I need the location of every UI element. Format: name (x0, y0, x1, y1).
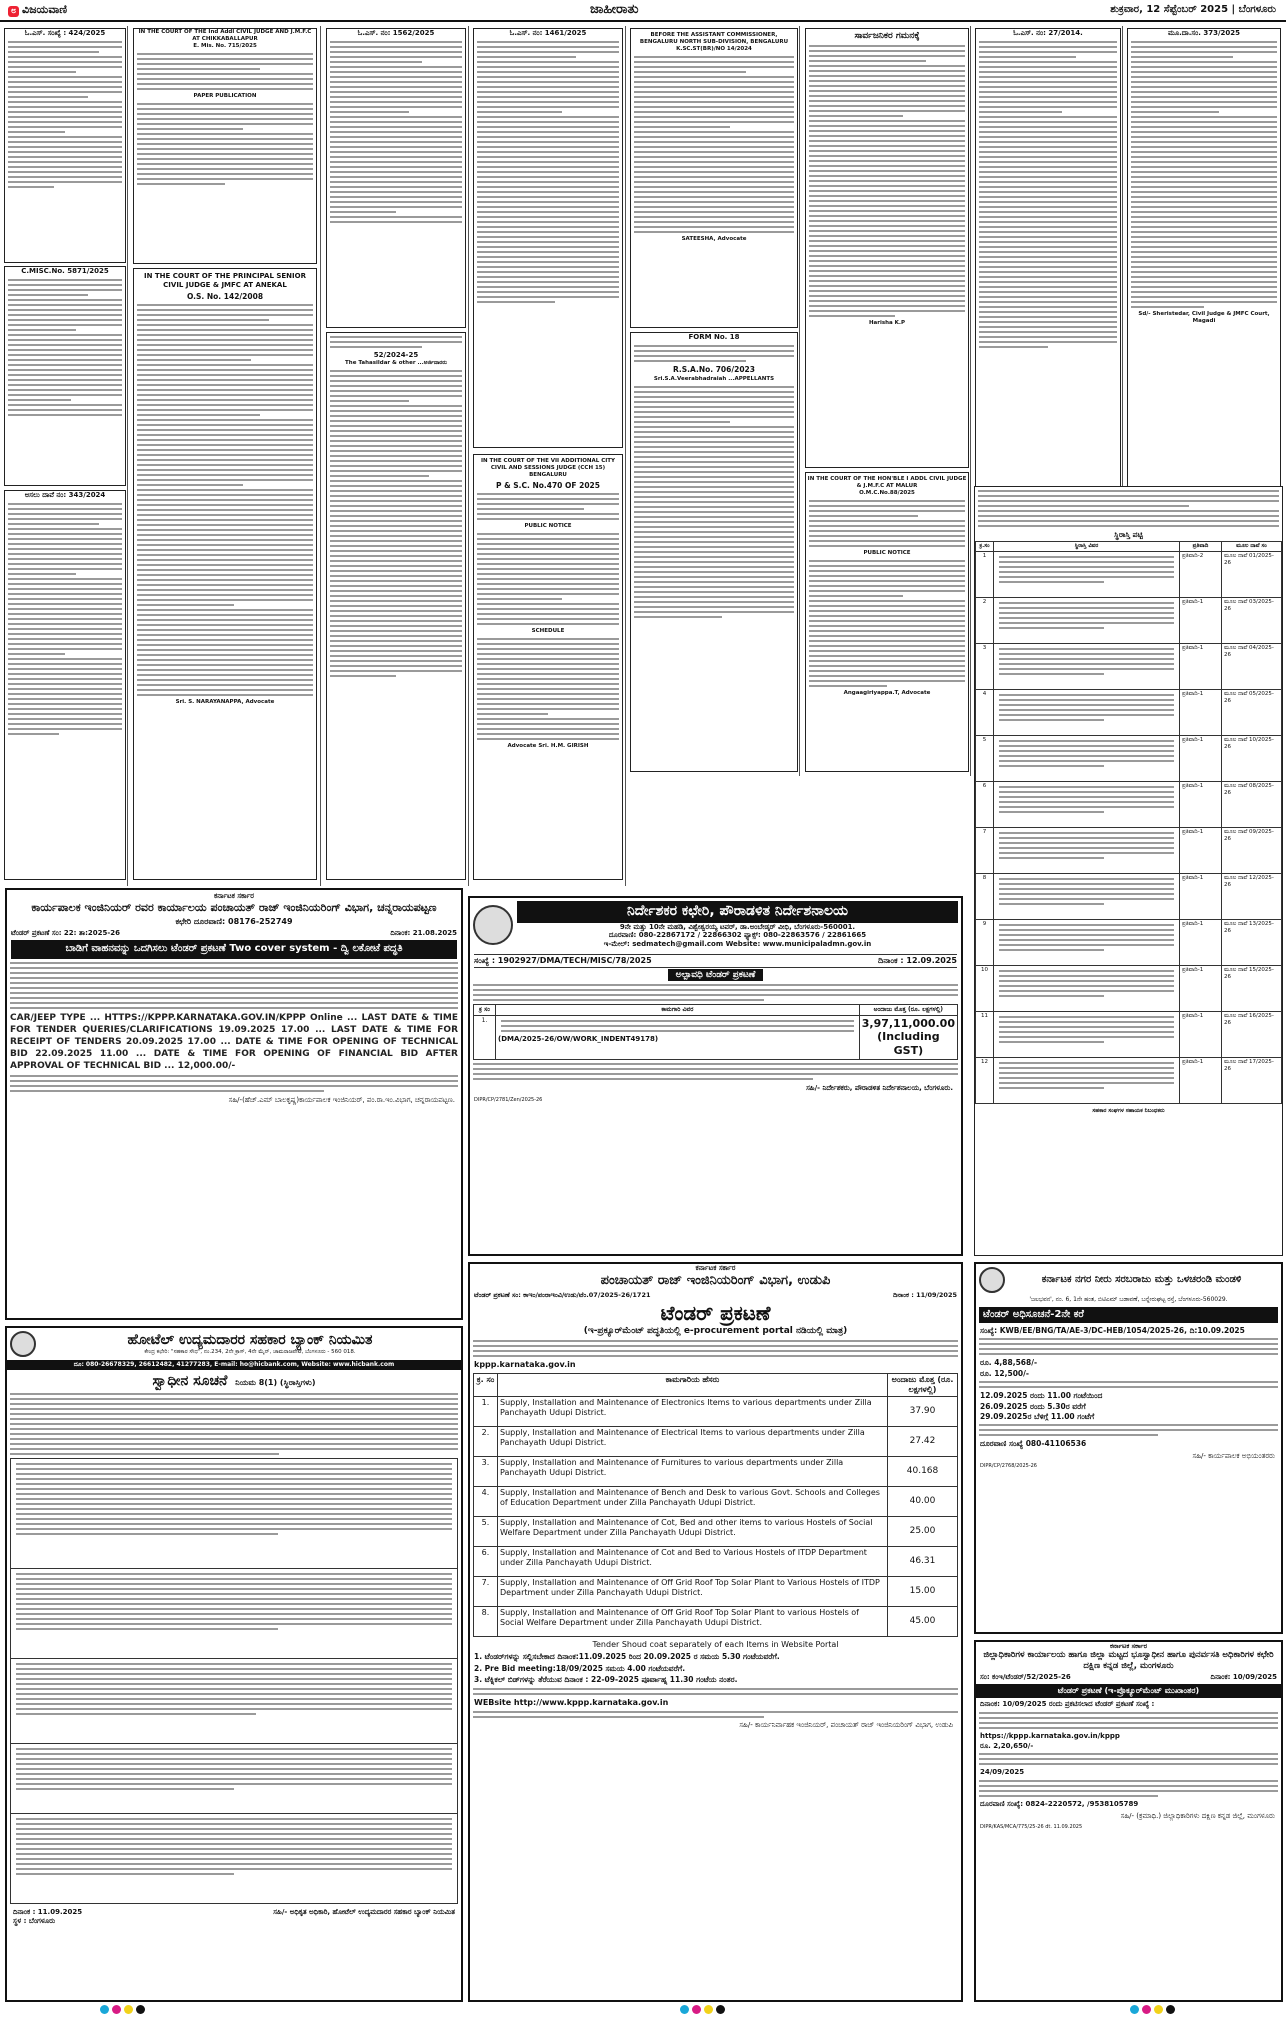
row-number: 11 (976, 1012, 994, 1058)
row-number: 4 (976, 690, 994, 736)
udupi-work-table (473, 1373, 958, 1637)
udupi-ref: ಟೆಂಡರ್ ಪ್ರಕಟಣೆ ಸಂ: ಕಾಇಂ/ಪಂರಾಇಂವಿ/ಉಡು/ಟೆಂ.07/2025-26/1721 (474, 1291, 651, 1299)
col-header: ಅಂದಾಜು ಮೊತ್ತ (ರೂ. ಲಕ್ಷಗಳಲ್ಲಿ) (859, 1005, 957, 1016)
court-notice: ಓ.ಎಸ್. ನಂ: 1461/2025 (473, 28, 623, 448)
bank-possession-notice (5, 1326, 463, 2002)
row-case: ಮೂಲ ದಾವೆ 16/2025-26 (1222, 1012, 1282, 1058)
table-row (976, 828, 1282, 874)
table-row (976, 1058, 1282, 1104)
water-board-address: 'ಜಲಭವನ', ನಂ. 6, 1ನೇ ಹಂತ, ಬಿಟಿಎಮ್ ಬಡಾವಣೆ, ಬನ್ನೇರುಘಟ್ಟ ರಸ್ತೆ, ಬೆಂಗಳೂರು-560029. (1029, 1296, 1228, 1303)
mangalore-amount: ರೂ. 2,20,650/- (980, 1741, 1034, 1750)
table-row (976, 690, 1282, 736)
table-row (976, 552, 1282, 598)
table-row (474, 1397, 958, 1427)
registration-marks (1130, 2005, 1178, 2017)
bank-name: ಹೋಟೆಲ್ ಉದ್ಯಮದಾರರ ಸಹಕಾರ ಬ್ಯಾಂಕ್ ನಿಯಮಿತ (127, 1331, 373, 1348)
row-number: 6. (474, 1547, 498, 1577)
row-case: ಮೂಲ ದಾವೆ 08/2025-26 (1222, 782, 1282, 828)
court-notice: ಅಸಲು ದಾವೆ ನಂ: 343/2024 (4, 490, 126, 880)
notice-rule: ನಿಯಮ 8(1) (ಸ್ಥಿರಾಸ್ತಿಗಳು) (235, 1377, 316, 1387)
bank-contact: ದೂ: 080-26678329, 26612482, 41277283, E-mail: ho@hicbank.com, Website: www.hicbank.com (7, 1360, 461, 1370)
cyan-dot (680, 2005, 689, 2014)
table-row (474, 1487, 958, 1517)
signature: ಸಹಿ/- (ಕ್ರಮಾಧಿ.) ಜಿಲ್ಲಾಧಿಕಾರಿಗಳು ದಕ್ಷಿಣ ಕನ್ನಡ ಜಿಲ್ಲೆ, ಮಂಗಳೂರು (1120, 1811, 1275, 1820)
registration-marks (680, 2005, 728, 2017)
date-line: ಶುಕ್ರವಾರ, 12 ಸೆಪ್ಟೆಂಬರ್ 2025 | ಬೆಂಗಳೂರು (1110, 4, 1276, 15)
notice-number: ಟೆಂಡರ್ ಪ್ರಕಟಣೆ ಸಂ: 22: ತಾ:2025-26 (11, 928, 121, 937)
column-6 (803, 26, 971, 776)
cyan-dot (1130, 2005, 1139, 2014)
schedule-notice: ಸ್ಥಿರಾಸ್ತಿ ಪಟ್ಟಿ ಕ್ರ.ಸಂ ಸ್ಥಿರಾಸ್ತಿ ವಿವರ ಪ್ರತಿವಾದಿ ಮೂಲ ದಾವೆ ಸಂ 1 ಪ್ರತಿವಾದಿ-2 ಮೂಲ ದಾವೆ 01/2025-26 2 ಪ್ರತಿವಾದಿ-1 ಮೂಲ ದಾವೆ 03/2025-26 3 ಪ್ರತಿವಾದಿ-1 ಮೂಲ ದಾವೆ 04/2025-26 4 ಪ್ರತಿವಾದಿ-1 ಮೂಲ ದಾವೆ 05/2025-26 5 ಪ್ರತಿವಾದಿ-1 ಮೂಲ ದಾವೆ 10/2025-26 6 ಪ್ರತಿವಾದಿ-1 ಮೂಲ ದಾವೆ 08/2025-26 7 ಪ್ರತಿವಾದಿ-1 ಮೂಲ ದಾವೆ 09/2025-26 8 ಪ್ರತಿವಾದಿ-1 ಮೂಲ ದಾವೆ 12/2025-26 9 ಪ್ರತಿವಾದಿ-1 ಮೂಲ ದಾವೆ 13/2025-26 10 ಪ್ರತಿವಾದಿ-1 ಮೂಲ ದಾವೆ 15/2025-26 11 ಪ್ರತಿವಾದಿ-1 ಮೂಲ ದಾವೆ 16/2025-26 12 ಪ್ರತಿವಾದಿ-1 ಮೂಲ ದಾವೆ 17/2025-26 ಸಹಕಾರ ಸಂಘಗಳ ಸಹಾಯಕ ನಿಬಂಧಕರು (974, 486, 1283, 1256)
row-party: ಪ್ರತಿವಾದಿ-1 (1180, 782, 1222, 828)
dma-title: ನಿರ್ದೇಶಕರ ಕಛೇರಿ, ಪೌರಾಡಳಿತ ನಿರ್ದೇಶನಾಲಯ (517, 901, 958, 923)
column-7 (973, 26, 1123, 506)
row-number: 3 (976, 644, 994, 690)
row-amount: 46.31 (888, 1547, 958, 1577)
column-3 (324, 26, 469, 886)
row-number: 1. (474, 1397, 498, 1427)
row-amount: 40.00 (888, 1487, 958, 1517)
tender-banner: ಬಾಡಿಗೆ ವಾಹನವನ್ನು ಒದಗಿಸಲು ಟೆಂಡರ್ ಪ್ರಕಟಣೆ Two cover system - ದ್ವಿ ಲಕೋಟೆ ಪದ್ಧತಿ (11, 940, 457, 959)
table-row (976, 874, 1282, 920)
row-case: ಮೂಲ ದಾವೆ 12/2025-26 (1222, 874, 1282, 920)
row-party: ಪ್ರತಿವಾದಿ-1 (1180, 690, 1222, 736)
mangalore-date: ದಿನಾಂಕ: 10/09/2025 (1210, 1673, 1277, 1682)
signature: ಸಹಿ/- ನಿರ್ದೇಶಕರು, ಪೌರಾಡಳಿತ ನಿರ್ದೇಶನಾಲಯ, ಬೆಂಗಳೂರು. (806, 1083, 953, 1092)
dma-date: ದಿನಾಂಕ : 12.09.2025 (878, 955, 957, 965)
row-case: ಮೂಲ ದಾವೆ 10/2025-26 (1222, 736, 1282, 782)
court-notice: ಓ.ಎಸ್. ಸಂಖ್ಯೆ : 424/2025 (4, 28, 126, 263)
column-5 (628, 26, 800, 776)
col-header: ಕ್ರ ಸಂ (474, 1005, 496, 1016)
black-dot (716, 2005, 725, 2014)
dma-address: 9ನೇ ಮತ್ತು 10ನೇ ಮಹಡಿ, ವಿಶ್ವೇಶ್ವರಯ್ಯ ಟವರ್, ಡಾ.ಅಂಬೇಡ್ಕರ್ ವೀಧಿ, ಬೆಂಗಳೂರು-560001. (619, 922, 856, 931)
row-number: 1 (976, 552, 994, 598)
water-emd: ರೂ. 4,88,568/- (980, 1358, 1038, 1368)
row-work: Supply, Installation and Maintenance of Off Grid Roof Top Solar Plant to Various Hostels of ITDP Department under Zilla Panchayath Udupi District. (498, 1577, 888, 1607)
table-row (976, 966, 1282, 1012)
court-notice: IN THE COURT OF THE Ind Addl CIVIL JUDGE AND J.M.F.C AT CHIKKABALLAPUR E. Mis. No. 715/2025 PAPER PUBLICATION (133, 28, 317, 264)
notice-date: ದಿನಾಂಕ : 11.09.2025 (13, 1908, 83, 1916)
row-case: ಮೂಲ ದಾವೆ 05/2025-26 (1222, 690, 1282, 736)
magenta-dot (692, 2005, 701, 2014)
row-amount: 15.00 (888, 1577, 958, 1607)
paper-logo: ೮ ವಿಜಯವಾಣಿ (8, 3, 67, 17)
mangalore-close-date: 24/09/2025 (980, 1768, 1025, 1777)
dma-heading: ಅಲ್ಪಾವಧಿ ಟೆಂಡರ್ ಪ್ರಕಟಣೆ (668, 969, 764, 981)
column-8 (1125, 26, 1283, 506)
row-case: ಮೂಲ ದಾವೆ 03/2025-26 (1222, 598, 1282, 644)
signature: ಸಹಿ/- ಅಧಿಕೃತ ಅಧಿಕಾರಿ, ಹೋಟೆಲ್ ಉದ್ಯಮದಾರರ ಸಹಕಾರ ಬ್ಯಾಂಕ್ ನಿಯಮಿತ (273, 1908, 455, 1916)
yellow-dot (124, 2005, 133, 2014)
tender-body: CAR/JEEP TYPE ... HTTPS://KPPP.KARNATAKA.GOV.IN/KPPP Online ... LAST DATE & TIME FOR TENDER QUERIES/CLARIFICATIONS 19.09.2025 17.00 ... LAST DATE & TIME FOR RECEIPT OF TENDERS 20.09.2025 17.00 ... DATE & TIME FOR OPENING OF TECHNICAL BID 22.09.2025 11.00 ... DATE & TIME FOR OPENING OF FINANCIAL BID AFTER APPROVAL OF TECHNICAL BID ... 12,000.00/- (10, 1012, 458, 1072)
notice-place: ಸ್ಥಳ : ಬೆಂಗಳೂರು (13, 1916, 56, 1925)
tender-note: Tender Shoud coat separately of each Items in Website Portal (592, 1640, 839, 1650)
column-2 (131, 26, 321, 886)
row-number: 7. (474, 1577, 498, 1607)
signature: ಸಹಿ/- ಕಾರ್ಯನಿರ್ವಾಹಕ ಇಂಜಿನಿಯರ್, ಪಂಚಾಯತ್ ರಾಜ್ ಇಂಜಿನಿಯರಿಂಗ್ ವಿಭಾಗ, ಉಡುಪಿ (739, 1720, 953, 1729)
row-party: ಪ್ರತಿವಾದಿ-1 (1180, 966, 1222, 1012)
row-number: 10 (976, 966, 994, 1012)
row-party: ಪ್ರತಿವಾದಿ-1 (1180, 736, 1222, 782)
water-date: 29.09.2025ರ ಬೆಳಿಗ್ಗೆ 11.00 ಗಂಟೆಗೆ (980, 1411, 1095, 1421)
mangalore-heading: ಟೆಂಡರ್ ಪ್ರಕಟಣೆ (ಇ-ಪ್ರೊಕ್ಯೂರ್‌ಮೆಂಟ್ ಮುಖಾಂತರ) (976, 1684, 1281, 1698)
row-party: ಪ್ರತಿವಾದಿ-1 (1180, 598, 1222, 644)
col-header: ಕ್ರ. ಸಂ (474, 1374, 498, 1397)
row-number: 6 (976, 782, 994, 828)
bank-logo-icon (10, 1331, 36, 1357)
dipr-code: DIPR/KAS/MCA/775/25-26 dt. 11.09.2025 (980, 1823, 1083, 1830)
table-row (474, 1517, 958, 1547)
magenta-dot (112, 2005, 121, 2014)
row-number: 9 (976, 920, 994, 966)
col-header: ಮೂಲ ದಾವೆ ಸಂ (1222, 542, 1282, 552)
public-notice: ಸಾರ್ವಜನಿಕರ ಗಮನಕ್ಕೆ Harisha K.P (805, 28, 969, 468)
dipr-code: DIPR/CP/2768/2025-26 (980, 1463, 1037, 1470)
row-number: 12 (976, 1058, 994, 1104)
dma-phones: ದೂರವಾಣಿ: 080-22867172 / 22866302 ಫ್ಯಾಕ್ಸ್: 080-22863576 / 22861665 (608, 931, 867, 940)
column-1 (4, 26, 128, 886)
dma-work-table: ಕ್ರ ಸಂ ಕಾಮಗಾರಿ ವಿವರ ಅಂದಾಜು ಮೊತ್ತ (ರೂ. ಲಕ್ಷಗಳಲ್ಲಿ) 1. (DMA/2025-26/OW/WORK_INDENT49178) 3,97,11,000.00 (Including GST) (473, 1004, 958, 1060)
table-row (474, 1457, 958, 1487)
row-party: ಪ್ರತಿವಾದಿ-2 (1180, 552, 1222, 598)
signature: ಸಹಿ/- ಕಾರ್ಯಪಾಲಕ ಅಭಿಯಂತರರು (1192, 1451, 1275, 1460)
dma-tender-ad (468, 896, 963, 1256)
col-header: ಕ್ರ.ಸಂ (976, 542, 994, 552)
row-case: ಮೂಲ ದಾವೆ 15/2025-26 (1222, 966, 1282, 1012)
table-row (976, 1012, 1282, 1058)
yellow-dot (704, 2005, 713, 2014)
row-party: ಪ್ರತಿವಾದಿ-1 (1180, 1012, 1222, 1058)
section-title: ಜಾಹೀರಾತು (590, 2, 639, 17)
row-number: 2 (976, 598, 994, 644)
table-row (474, 1427, 958, 1457)
row-number: 8. (474, 1607, 498, 1637)
water-fee: ರೂ. 12,500/- (980, 1368, 1030, 1378)
col-header: ಕಾಮಗಾರಿ ವಿವರ (496, 1005, 860, 1016)
court-notice: C.MISC.No. 5871/2025 (4, 266, 126, 486)
dma-email: ಇ-ಮೇಲ್: sedmatech@gmail.com Website: www.municipaladmn.gov.in (603, 940, 872, 948)
row-case: ಮೂಲ ದಾವೆ 13/2025-26 (1222, 920, 1282, 966)
row-work: Supply, Installation and Maintenance of Bench and Desk to various Govt. Schools and Colleges of Education Department under Zilla Panchayath Udupi District. (498, 1487, 888, 1517)
row-party: ಪ್ರತಿವಾದಿ-1 (1180, 1058, 1222, 1104)
col-header: ಸ್ಥಿರಾಸ್ತಿ ವಿವರ (994, 542, 1180, 552)
notice-title: ಸ್ವಾಧೀನ ಸೂಚನೆ (152, 1372, 228, 1389)
row-number: 7 (976, 828, 994, 874)
row-work: Supply, Installation and Maintenance of Furnitures to various departments under Zilla Panchayath Udupi District. (498, 1457, 888, 1487)
table-row (474, 1577, 958, 1607)
row-case: ಮೂಲ ದಾವೆ 04/2025-26 (1222, 644, 1282, 690)
black-dot (136, 2005, 145, 2014)
bank-address: ಕೇಂದ್ರ ಕಛೇರಿ: "ಸಹಕಾರ ಸೌಧ", ನಂ.234, 2ನೇ ಕ್ರಾಸ್, 4ನೇ ಮೈನ್, ಚಾಮರಾಜಪೇಟೆ, ಬೆಂಗಳೂರು - 560 018. (144, 1349, 356, 1356)
table-row (976, 644, 1282, 690)
row-party: ಪ್ರತಿವಾದಿ-1 (1180, 828, 1222, 874)
water-ref: ಸಂಖ್ಯೆ: KWB/EE/BNG/TA/AE-3/DC-HEB/1054/2025-26, ದಿ:10.09.2025 (980, 1326, 1245, 1335)
mangalore-tender-ad: ಕರ್ನಾಟಕ ಸರ್ಕಾರ ಜಿಲ್ಲಾಧಿಕಾರಿಗಳ ಕಾರ್ಯಾಲಯ ಹಾಗೂ ಜಿಲ್ಲಾ ಮಟ್ಟದ ಭೂಸ್ವಾಧೀನ ಹಾಗೂ ಪುನರ್ವಸತಿ ಅಧಿಕಾರಿಗಳ ಕಛೇರಿ ದಕ್ಷಿಣ ಕನ್ನಡ ಜಿಲ್ಲೆ, ಮಂಗಳೂರು ಸಂ: ಕಂಇ/ಟೆಂಡರ್/52/2025-26 ದಿನಾಂಕ: 10/09/2025 ಟೆಂಡರ್ ಪ್ರಕಟಣೆ (ಇ-ಪ್ರೊಕ್ಯೂರ್‌ಮೆಂಟ್ ಮುಖಾಂತರ) ದಿನಾಂಕ: 10/09/2025 ರಂದು ಪ್ರಕಟಿಸಲಾದ ಟೆಂಡರ್ ಪ್ರಕಟಣೆ ಸಂಖ್ಯೆ : https://kppp.karnataka.gov.in/kppp ರೂ. 2,20,650/- 24/09/2025 ದೂರವಾಣಿ ಸಂಖ್ಯೆ: 0824-2220572, /9538105789 ಸಹಿ/- (ಕ್ರಮಾಧಿ.) ಜಿಲ್ಲಾಧಿಕಾರಿಗಳು ದಕ್ಷಿಣ ಕನ್ನಡ ಜಿಲ್ಲೆ, ಮಂಗಳೂರು DIPR/KAS/MCA/775/25-26 dt. 11.09.2025 (974, 1640, 1283, 2002)
work-code: (DMA/2025-26/OW/WORK_INDENT49178) (498, 1034, 659, 1043)
karnataka-emblem-icon (473, 905, 513, 945)
mangalore-phone: ದೂರವಾಣಿ ಸಂಖ್ಯೆ: 0824-2220572, /9538105789 (980, 1800, 1139, 1809)
udupi-subheading: (ಇ-ಪ್ರಕ್ಯೂರ್‌ಮೆಂಟ್ ಪದ್ಧತಿಯಲ್ಲಿ e-procurement portal ನಡಿಯಲ್ಲಿ ಮಾತ್ರ) (583, 1326, 848, 1337)
table-row (976, 920, 1282, 966)
row-number: 8 (976, 874, 994, 920)
magenta-dot (1142, 2005, 1151, 2014)
row-party: ಪ್ರತಿವಾದಿ-1 (1180, 874, 1222, 920)
row-work: Supply, Installation and Maintenance of Electronics Items to various departments under Zilla Panchayath Udupi District. (498, 1397, 888, 1427)
row-amount: 37.90 (888, 1397, 958, 1427)
schedule-table (975, 541, 1282, 1104)
water-phone: ದೂರವಾಣಿ ಸಂಖ್ಯೆ 080-41106536 (980, 1439, 1087, 1449)
mangalore-line: ದಿನಾಂಕ: 10/09/2025 ರಂದು ಪ್ರಕಟಿಸಲಾದ ಟೆಂಡರ್ ಪ್ರಕಟಣೆ ಸಂಖ್ಯೆ : (980, 1700, 1155, 1709)
row-case: ಮೂಲ ದಾವೆ 01/2025-26 (1222, 552, 1282, 598)
court-notice: ಮೂ.ದಾ.ಸಂ. 373/2025 Sd/- Sheristedar, Civil Judge & JMFC Court, Magadi (1127, 28, 1281, 500)
row-number: 4. (474, 1487, 498, 1517)
dipr-code: DIPR/CP/2781/Zen/2025-26 (474, 1096, 543, 1103)
table-row (976, 598, 1282, 644)
row-party: ಪ್ರತಿವಾದಿ-1 (1180, 644, 1222, 690)
cyan-dot (100, 2005, 109, 2014)
row-case: ಮೂಲ ದಾವೆ 17/2025-26 (1222, 1058, 1282, 1104)
court-notice: ಓ.ಎಸ್. ನಂ: 27/2014. (975, 28, 1121, 500)
table-row (474, 1547, 958, 1577)
table-row (474, 1607, 958, 1637)
dma-ref: ಸಂಖ್ಯೆ : 1902927/DMA/TECH/MISC/78/2025 (474, 955, 652, 965)
col-header: ಅಂದಾಜು ಮೊತ್ತ (ರೂ. ಲಕ್ಷಗಳಲ್ಲಿ) (888, 1374, 958, 1397)
row-party: ಪ್ರತಿವಾದಿ-1 (1180, 920, 1222, 966)
row-amount: 25.00 (888, 1517, 958, 1547)
row-case: ಮೂಲ ದಾವೆ 09/2025-26 (1222, 828, 1282, 874)
column-4 (471, 26, 626, 886)
registration-marks (100, 2005, 148, 2017)
black-dot (1166, 2005, 1175, 2014)
work-amount: 3,97,11,000.00 (Including GST) (859, 1015, 957, 1059)
mangalore-ref: ಸಂ: ಕಂಇ/ಟೆಂಡರ್/52/2025-26 (980, 1673, 1071, 1682)
col-header: ಪ್ರತಿವಾದಿ (1180, 542, 1222, 552)
water-date: 12.09.2025 ರಂದು 11.00 ಗಂಟೆಯಿಂದ (980, 1391, 1103, 1401)
pwd-tender-ad: ಕರ್ನಾಟಕ ಸರ್ಕಾರ ಕಾರ್ಯಪಾಲಕ ಇಂಜಿನಿಯರ್ ರವರ ಕಾರ್ಯಾಲಯ ಪಂಚಾಯತ್ ರಾಜ್ ಇಂಜಿನಿಯರಿಂಗ್ ವಿಭಾಗ, ಚನ್ನರಾಯಪಟ್ಟಣ ಕಛೇರಿ ದೂರವಾಣಿ: 08176-252749 ಟೆಂಡರ್ ಪ್ರಕಟಣೆ ಸಂ: 22: ತಾ:2025-26 ದಿನಾಂಕ: 21.08.2025 ಬಾಡಿಗೆ ವಾಹನವನ್ನು ಒದಗಿಸಲು ಟೆಂಡರ್ ಪ್ರಕಟಣೆ Two cover system - ದ್ವಿ ಲಕೋಟೆ ಪದ್ಧತಿ CAR/JEEP TYPE ... HTTPS://KPPP.KARNATAKA.GOV.IN/KPPP Online ... LAST DATE & TIME FOR TENDER QUERIES/CLARIFICATIONS 19.09.2025 17.00 ... LAST DATE & TIME FOR RECEIPT OF TENDERS 20.09.2025 17.00 ... DATE & TIME FOR OPENING OF TECHNICAL BID 22.09.2025 11.00 ... DATE & TIME FOR OPENING OF FINANCIAL BID AFTER APPROVAL OF TECHNICAL BID ... 12,000.00/- ಸಹಿ/-(ಹೆಚ್.ಎಮ್ ಬಾಲಕೃಷ್ಣ)ಕಾರ್ಯಪಾಲಕ ಇಂಜಿನಿಯರ್, ಪಂ.ರಾ.ಇಂ.ವಿಭಾಗ, ಚನ್ನರಾಯಪಟ್ಟಣ. (5, 888, 463, 1320)
signature: ಸಹಿ/-(ಹೆಚ್.ಎಮ್ ಬಾಲಕೃಷ್ಣ)ಕಾರ್ಯಪಾಲಕ ಇಂಜಿನಿಯರ್, ಪಂ.ರಾ.ಇಂ.ವಿಭಾಗ, ಚನ್ನರಾಯಪಟ್ಟಣ. (228, 1096, 455, 1105)
udupi-tender-ad: ಕರ್ನಾಟಕ ಸರ್ಕಾರ ಪಂಚಾಯತ್ ರಾಜ್ ಇಂಜಿನಿಯರಿಂಗ್ ವಿಭಾಗ, ಉಡುಪಿ ಟೆಂಡರ್ ಪ್ರಕಟಣೆ ಸಂ: ಕಾಇಂ/ಪಂರಾಇಂವಿ/ಉಡು/ಟೆಂ.07/2025-26/1721 ದಿನಾಂಕ : 11/09/2025 ಟೆಂಡರ್ ಪ್ರಕಟಣೆ (ಇ-ಪ್ರಕ್ಯೂರ್‌ಮೆಂಟ್ ಪದ್ಧತಿಯಲ್ಲಿ e-procurement portal ನಡಿಯಲ್ಲಿ ಮಾತ್ರ) kppp.karnataka.gov.in ಕ್ರ. ಸಂ ಕಾಮಗಾರಿಯ ಹೆಸರು ಅಂದಾಜು ಮೊತ್ತ (ರೂ. ಲಕ್ಷಗಳಲ್ಲಿ) 1. Supply, Installation and Maintenance of Electronics Items to various departments under Zilla Panchayath Udupi District. 37.90 2. Supply, Installation and Maintenance of Electrical Items to various departments under Zilla Panchayath Udupi District. 27.42 3. Supply, Installation and Maintenance of Furnitures to various departments under Zilla Panchayath Udupi District. 40.168 4. Supply, Installation and Maintenance of Bench and Desk to various Govt. Schools and Colleges of Education Department under Zilla Panchayath Udupi District. 40.00 5. Supply, Installation and Maintenance of Cot, Bed and other items to various Hostels of Social Welfare Department under Zilla Panchayath Udupi District. 25.00 6. Supply, Installation and Maintenance of Cot and Bed to Various Hostels of ITDP Department under Zilla Panchayath Udupi District. 46.31 7. Supply, Installation and Maintenance of Off Grid Roof Top Solar Plant to Various Hostels of ITDP Department under Zilla Panchayath Udupi District. 15.00 8. Supply, Installation and Maintenance of Off Grid Roof Top Solar Plant to various Hostels of Social Welfare Department under Zilla Panchayath Udupi District. 45.00 Tender Shoud coat separately of each Items in Website Portal 1. ಟೆಂಡರ್‌ಗಳನ್ನು ಸಲ್ಲಿಸಬೇಕಾದ ದಿನಾಂಕ:11.09.2025 ರಿಂದ 20.09.2025 ರ ಸಮಯ 5.30 ಗಂಟೆಯವರೆಗೆ. 2. Pre Bid meeting:18/09/2025 ಸಮಯ 4.00 ಗಂಟೆಯವರೆಗೆ. 3. ಟೆಕ್ನಿಕಲ್ ಬಿಡ್‌ಗಳನ್ನು ತೆರೆಯುವ ದಿನಾಂಕ : 22-09-2025 ಪೂರ್ವಾಹ್ನ 11.30 ಗಂಟೆಯ ನಂತರ. WEBsite http://www.kppp.karnataka.gov.in ಸಹಿ/- ಕಾರ್ಯನಿರ್ವಾಹಕ ಇಂಜಿನಿಯರ್, ಪಂಚಾಯತ್ ರಾಜ್ ಇಂಜಿನಿಯರಿಂಗ್ ವಿಭಾಗ, ಉಡುಪಿ (468, 1262, 963, 2002)
row-amount: 45.00 (888, 1607, 958, 1637)
court-notice: IN THE COURT OF THE HON'BLE I ADDL CIVIL JUDGE & J.M.F.C AT MALUR O.M.C.No.88/2025 PUBLIC NOTICE Angaagiriyappa.T, Advocate (805, 472, 969, 772)
masthead (0, 0, 1286, 22)
court-notice: IN THE COURT OF THE PRINCIPAL SENIOR CIVIL JUDGE & JMFC AT ANEKAL O.S. No. 142/2008 Sri. S. NARAYANAPPA, Advocate (133, 268, 317, 880)
court-notice: BEFORE THE ASSISTANT COMMISSIONER, BENGALURU NORTH SUB-DIVISION, BENGALURU K.SC.ST(BR)/NO 14/2024 SATEESHA, Advocate (630, 28, 798, 328)
water-board-tender-ad (974, 1262, 1283, 1634)
court-notice: FORM No. 18 R.S.A.No. 706/2023 Sri.S.A.Veerabhadraiah ...APPELLANTS (630, 332, 798, 772)
table-row (976, 782, 1282, 828)
col-header: ಕಾಮಗಾರಿಯ ಹೆಸರು (498, 1374, 888, 1397)
row-number: 2. (474, 1427, 498, 1457)
row-work: Supply, Installation and Maintenance of Off Grid Roof Top Solar Plant to various Hostels of Social Welfare Department under Zilla Panchayath Udupi District. (498, 1607, 888, 1637)
water-date: 26.09.2025 ರಂದು 5.30ರ ವರೆಗೆ (980, 1401, 1086, 1411)
court-notice: IN THE COURT OF THE VII ADDITIONAL CITY CIVIL AND SESSIONS JUDGE (CCH 15) BENGALURU P & S.C. No.470 OF 2025 PUBLIC NOTICE SCHEDULE Advocate Sri. H.M. GIRISH (473, 454, 623, 880)
udupi-note: 2. Pre Bid meeting:18/09/2025 ಸಮಯ 4.00 ಗಂಟೆಯವರೆಗೆ. (474, 1663, 686, 1673)
water-heading: ಟೆಂಡರ್ ಅಧಿಸೂಚನೆ-2ನೇ ಕರೆ (979, 1307, 1278, 1324)
water-board-title: ಕರ್ನಾಟಕ ನಗರ ನೀರು ಸರಬರಾಜು ಮತ್ತು ಒಳಚರಂಡಿ ಮಂಡಳಿ (1041, 1273, 1242, 1285)
row-number: 5. (474, 1517, 498, 1547)
row-number: 5 (976, 736, 994, 782)
court-notice: ಓ.ಎಸ್. ನಂ: 1562/2025 (326, 28, 466, 328)
udupi-portal: kppp.karnataka.gov.in (474, 1360, 576, 1370)
yellow-dot (1154, 2005, 1163, 2014)
udupi-note: 1. ಟೆಂಡರ್‌ಗಳನ್ನು ಸಲ್ಲಿಸಬೇಕಾದ ದಿನಾಂಕ:11.09.2025 ರಿಂದ 20.09.2025 ರ ಸಮಯ 5.30 ಗಂಟೆಯವರೆಗೆ. (474, 1652, 780, 1662)
udupi-website: WEBsite http://www.kppp.karnataka.gov.in (474, 1697, 669, 1707)
table-row (976, 736, 1282, 782)
mangalore-portal: https://kppp.karnataka.gov.in/kppp (980, 1731, 1120, 1740)
notice-date: ದಿನಾಂಕ: 21.08.2025 (390, 928, 457, 937)
udupi-note: 3. ಟೆಕ್ನಿಕಲ್ ಬಿಡ್‌ಗಳನ್ನು ತೆರೆಯುವ ದಿನಾಂಕ : 22-09-2025 ಪೂರ್ವಾಹ್ನ 11.30 ಗಂಟೆಯ ನಂತರ. (474, 1675, 738, 1685)
kuwsdb-logo-icon (979, 1267, 1005, 1293)
court-notice: 52/2024-25 The Tahasildar & other ...ಅರ್ಜಿದಾರರು (326, 332, 466, 880)
bank-property-table (10, 1458, 458, 1904)
row-number: 3. (474, 1457, 498, 1487)
udupi-heading: ಟೆಂಡರ್ ಪ್ರಕಟಣೆ (660, 1301, 771, 1326)
row-amount: 27.42 (888, 1427, 958, 1457)
row-amount: 40.168 (888, 1457, 958, 1487)
udupi-date: ದಿನಾಂಕ : 11/09/2025 (893, 1291, 957, 1299)
row-work: Supply, Installation and Maintenance of Cot, Bed and other items to various Hostels of Social Welfare Department under Zilla Panchayath Udupi District. (498, 1517, 888, 1547)
row-work: Supply, Installation and Maintenance of Cot and Bed to Various Hostels of ITDP Department under Zilla Panchayath Udupi District. (498, 1547, 888, 1577)
row-work: Supply, Installation and Maintenance of Electrical Items to various departments under Zilla Panchayath Udupi District. (498, 1427, 888, 1457)
